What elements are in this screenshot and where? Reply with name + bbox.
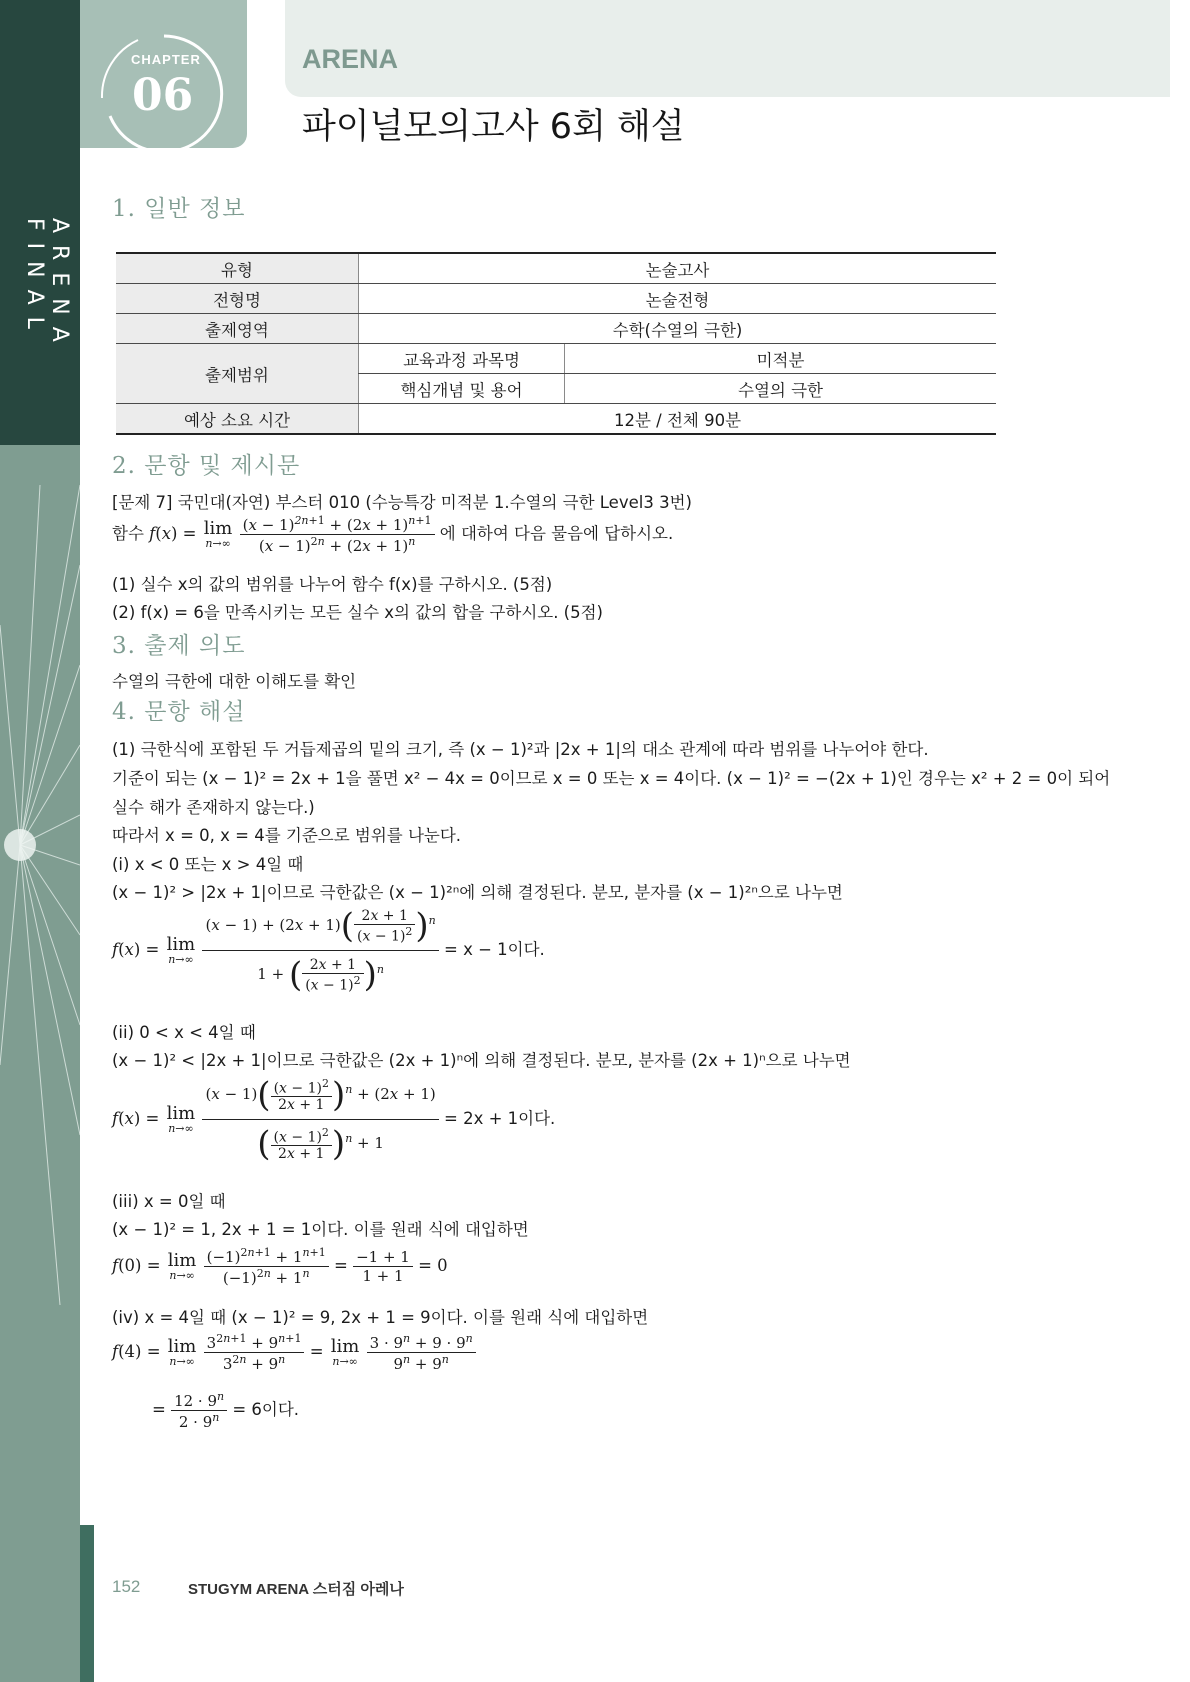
table-row bbox=[116, 344, 996, 374]
table-value-cell: 논술고사 bbox=[359, 253, 997, 284]
sidebar-vertical-title bbox=[22, 218, 72, 418]
table-value-cell: 미적분 bbox=[565, 344, 997, 374]
section-heading-explanation: 4. 문항 해설 bbox=[112, 699, 246, 725]
chapter-number: 06 bbox=[132, 70, 194, 121]
case-4-heading: (iv) x = 4일 때 (x − 1)² = 9, 2x + 1 = 9이다. 이를 원래 식에 대입하면 bbox=[112, 1308, 649, 1327]
table-label-cell: 예상 소요 시간 bbox=[116, 404, 359, 435]
footer-brand: STUGYM ARENA 스터짐 아레나 bbox=[188, 1581, 404, 1598]
explanation-paragraph: 따라서 x = 0, x = 4를 기준으로 범위를 나눈다. bbox=[112, 826, 462, 845]
page-number: 152 bbox=[112, 1577, 141, 1596]
case-1-text: (x − 1)² > |2x + 1|이므로 극한값은 (x − 1)²ⁿ에 의해 결정된다. 분모, 분자를 (x − 1)²ⁿ으로 나누면 bbox=[112, 883, 843, 902]
chapter-label: CHAPTER bbox=[131, 52, 201, 67]
page-title: 파이널모의고사 6회 해설 bbox=[302, 107, 685, 147]
general-info-table bbox=[116, 252, 996, 435]
table-label-cell: 유형 bbox=[116, 253, 359, 284]
question-1: (1) 실수 x의 값의 범위를 나누어 함수 f(x)를 구하시오. (5점) bbox=[112, 575, 553, 594]
table-sublabel-cell: 교육과정 과목명 bbox=[359, 344, 565, 374]
section-heading-general-info: 1. 일반 정보 bbox=[112, 196, 246, 222]
case-1-equation: f(x) = lim n→∞ (x − 1) + (2x + 1)( $\frac{2x + 1}{(x - 1)^2}$ )$^n$ 1 + ( $\frac{2x + 1}{(x - 1)^2}$ )$^n$ = x − 1이다. bbox=[112, 906, 545, 995]
section-heading-intent: 3. 출제 의도 bbox=[112, 633, 246, 659]
case-2-equation: f(x) = lim n→∞ (x − 1)( $\frac{(x - 1)^2}{2x + 1}$ )$^n$ + (2x + 1) ( $\frac{(x - 1)^2}{2x + 1}$ )$^n$ + 1 = 2x + 1이다. bbox=[112, 1075, 556, 1164]
table-value-cell: 수열의 극한 bbox=[565, 374, 997, 404]
case-1-result: = x − 1이다. bbox=[444, 940, 545, 959]
explanation-paragraph: 실수 해가 존재하지 않는다.) bbox=[112, 798, 315, 817]
table-label-cell: 출제영역 bbox=[116, 314, 359, 344]
problem-intro-word: 함수 bbox=[112, 524, 144, 543]
table-value-cell: 수학(수열의 극한) bbox=[359, 314, 997, 344]
case-4-result: = 6이다. bbox=[232, 1400, 300, 1419]
table-row bbox=[116, 404, 996, 435]
case-4-result-equation: = $\frac{12 \cdot 9^n}{2 \cdot 9^n}$ = 6이다. bbox=[152, 1390, 300, 1431]
case-2-text: (x − 1)² < |2x + 1|이므로 극한값은 (2x + 1)ⁿ에 의해 결정된다. 분모, 분자를 (2x + 1)ⁿ으로 나누면 bbox=[112, 1051, 851, 1070]
table-row bbox=[116, 253, 996, 284]
case-3-equation: f(0) = lim n→∞ $\frac{(-1)^{2n+1} + 1^{n+1}}{(-1)^{2n} + 1^n}$ = $\frac{-1 + 1}{1 + 1}$ = 0 bbox=[112, 1246, 448, 1287]
chapter-badge bbox=[80, 0, 247, 148]
table-label-cell: 전형명 bbox=[116, 284, 359, 314]
intent-text: 수열의 극한에 대한 이해도를 확인 bbox=[112, 672, 357, 691]
table-label-cell: 출제범위 bbox=[116, 344, 359, 404]
problem-source: [문제 7] 국민대(자연) 부스터 010 (수능특강 미적분 1.수열의 극한 Level3 3번) bbox=[112, 493, 692, 512]
case-2-result: = 2x + 1이다. bbox=[444, 1109, 556, 1128]
shattered-glass-image bbox=[0, 445, 80, 1525]
case-4-equation: f(4) = lim n→∞ $\frac{3^{2n+1} + 9^{n+1}}{3^{2n} + 9^n}$ = lim n→∞ $\frac{3 \cdot 9^n + 9 \cdot 9^n}{9^n + 9^n}$ bbox=[112, 1332, 476, 1373]
sidebar-footer-accent bbox=[80, 1525, 94, 1682]
sidebar-vertical-text: ARENA FINAL bbox=[22, 218, 72, 354]
case-3-heading: (iii) x = 0일 때 bbox=[112, 1192, 226, 1211]
arena-label: ARENA bbox=[302, 44, 399, 74]
question-2: (2) f(x) = 6을 만족시키는 모든 실수 x의 값의 합을 구하시오. (5점) bbox=[112, 603, 603, 622]
case-1-heading: (i) x < 0 또는 x > 4일 때 bbox=[112, 855, 304, 874]
problem-intro-tail: 에 대하여 다음 물음에 답하시오. bbox=[439, 524, 674, 543]
case-3-text: (x − 1)² = 1, 2x + 1 = 1이다. 이를 원래 식에 대입하면 bbox=[112, 1220, 529, 1239]
table-sublabel-cell: 핵심개념 및 용어 bbox=[359, 374, 565, 404]
header-band bbox=[285, 0, 1170, 97]
table-value-cell: 12분 / 전체 90분 bbox=[359, 404, 997, 435]
table-row bbox=[116, 284, 996, 314]
left-sidebar-band bbox=[0, 0, 80, 1682]
table-value-cell: 논술전형 bbox=[359, 284, 997, 314]
case-2-heading: (ii) 0 < x < 4일 때 bbox=[112, 1023, 256, 1042]
explanation-paragraph: (1) 극한식에 포함된 두 거듭제곱의 밑의 크기, 즉 (x − 1)²과 |2x + 1|의 대소 관계에 따라 범위를 나누어야 한다. bbox=[112, 740, 929, 759]
problem-function-definition: 함수 f(x) = lim n→∞ $\frac{(x - 1)^{2n+1} + (2x + 1)^{n+1}}{(x - 1)^{2n} + (2x + 1)^n}$ 에 대하여 다음 물음에 답하시오. bbox=[112, 514, 674, 555]
explanation-paragraph: 기준이 되는 (x − 1)² = 2x + 1을 풀면 x² − 4x = 0이므로 x = 0 또는 x = 4이다. (x − 1)² = −(2x + 1)인 경우는 x² + 2 = 0이 되어 bbox=[112, 769, 1111, 788]
section-heading-problem: 2. 문항 및 제시문 bbox=[112, 453, 301, 479]
table-row bbox=[116, 314, 996, 344]
